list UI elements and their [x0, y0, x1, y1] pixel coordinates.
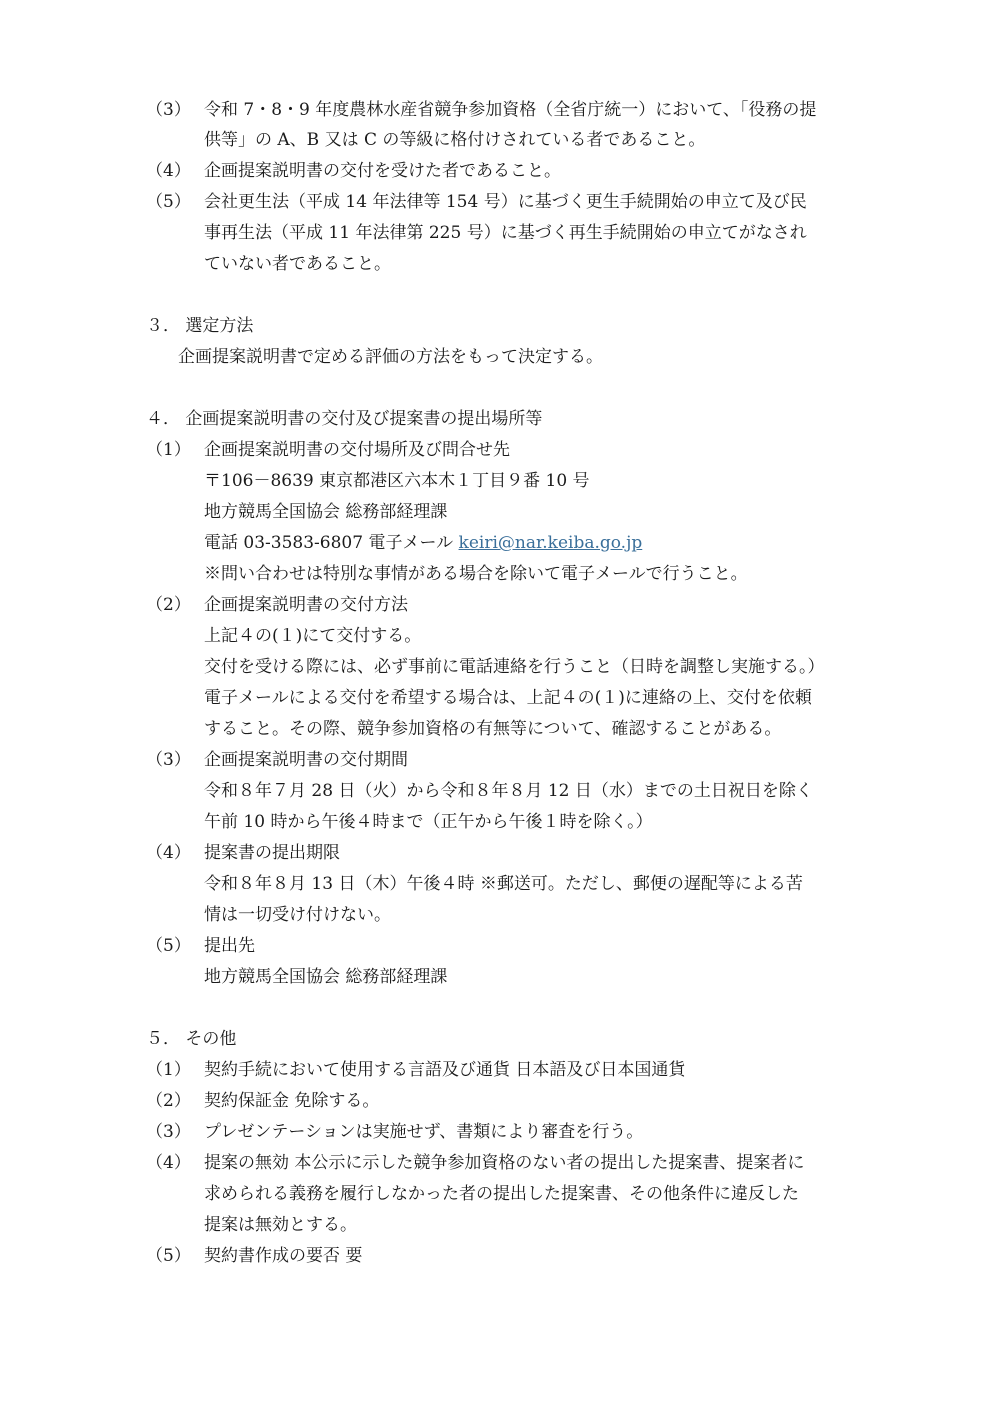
item-title: 提出先 [204, 936, 255, 956]
address-line: 〒106－8639 東京都港区六本木１丁目９番 10 号 [204, 471, 590, 491]
item-number: （5） [146, 192, 191, 212]
paragraph-line: 企画提案説明書で定める評価の方法をもって決定する。 [178, 347, 603, 367]
paragraph-line: すること。その際、競争参加資格の有無等について、確認することがある。 [204, 719, 782, 739]
paragraph-line: 企画提案説明書の交付を受けた者であること。 [204, 161, 561, 181]
item-title: 企画提案説明書の交付方法 [204, 595, 408, 615]
paragraph-line: 令和８年７月 28 日（火）から令和８年８月 12 日（水）までの土日祝日を除く [204, 781, 813, 801]
item-number: （1） [146, 440, 191, 460]
contact-line [204, 532, 642, 554]
note-line: ※問い合わせは特別な事情がある場合を除いて電子メールで行うこと。 [204, 564, 748, 584]
phone-text: 電話 03-3583-6807 電子メール [204, 533, 459, 553]
paragraph-line: 契約保証金 免除する。 [204, 1091, 380, 1111]
item-title: 提案書の提出期限 [204, 843, 340, 863]
paragraph-line: プレゼンテーションは実施せず、書類により審査を行う。 [204, 1122, 644, 1142]
section-heading: ４． 企画提案説明書の交付及び提案書の提出場所等 [146, 409, 543, 429]
paragraph-line: 令和 7・8・9 年度農林水産省競争参加資格（全省庁統一）において、「役務の提 [204, 100, 817, 120]
item-number: （4） [146, 161, 191, 181]
item-title: 企画提案説明書の交付場所及び問合せ先 [204, 440, 510, 460]
item-number: （3） [146, 1122, 191, 1142]
item-number: （5） [146, 1246, 191, 1266]
item-number: （2） [146, 1091, 191, 1111]
item-number: （2） [146, 595, 191, 615]
paragraph-line: 令和８年８月 13 日（木）午後４時 ※郵送可。ただし、郵便の遅配等による苦 [204, 874, 803, 894]
item-number: （5） [146, 936, 191, 956]
paragraph-line: ていない者であること。 [204, 254, 391, 274]
paragraph-line: 求められる義務を履行しなかった者の提出した提案書、その他条件に違反した [204, 1184, 799, 1204]
paragraph-line: 上記４の(１)にて交付する。 [204, 626, 422, 646]
paragraph-line: 会社更生法（平成 14 年法律等 154 号）に基づく更生手続開始の申立て及び民 [204, 192, 807, 212]
paragraph-line: 提案は無効とする。 [204, 1215, 357, 1235]
item-number: （4） [146, 843, 191, 863]
paragraph-line: 契約手続において使用する言語及び通貨 日本語及び日本国通貨 [204, 1060, 686, 1080]
paragraph-line: 情は一切受け付けない。 [204, 905, 391, 925]
section-heading: ３． 選定方法 [146, 316, 254, 336]
item-number: （4） [146, 1153, 191, 1173]
paragraph-line: 事再生法（平成 11 年法律第 225 号）に基づく再生手続開始の申立てがなされ [204, 223, 807, 243]
paragraph-line: 提案の無効 本公示に示した競争参加資格のない者の提出した提案書、提案者に [204, 1153, 805, 1173]
organization-line: 地方競馬全国協会 総務部経理課 [204, 502, 448, 522]
item-title: 企画提案説明書の交付期間 [204, 750, 408, 770]
section-heading: ５． その他 [146, 1029, 237, 1049]
paragraph-line: 交付を受ける際には、必ず事前に電話連絡を行うこと（日時を調整し実施する。） [204, 657, 825, 677]
item-number: （3） [146, 750, 191, 770]
item-number: （1） [146, 1060, 191, 1080]
paragraph-line: 地方競馬全国協会 総務部経理課 [204, 967, 448, 987]
paragraph-line: 午前 10 時から午後４時まで（正午から午後１時を除く。） [204, 812, 653, 832]
paragraph-line: 電子メールによる交付を希望する場合は、上記４の(１)に連絡の上、交付を依頼 [204, 688, 812, 708]
email-link[interactable]: keiri@nar.keiba.go.jp [458, 533, 643, 553]
item-number: （3） [146, 100, 191, 120]
paragraph-line: 契約書作成の要否 要 [204, 1246, 363, 1266]
paragraph-line: 供等」の A、B 又は C の等級に格付けされている者であること。 [204, 130, 706, 150]
